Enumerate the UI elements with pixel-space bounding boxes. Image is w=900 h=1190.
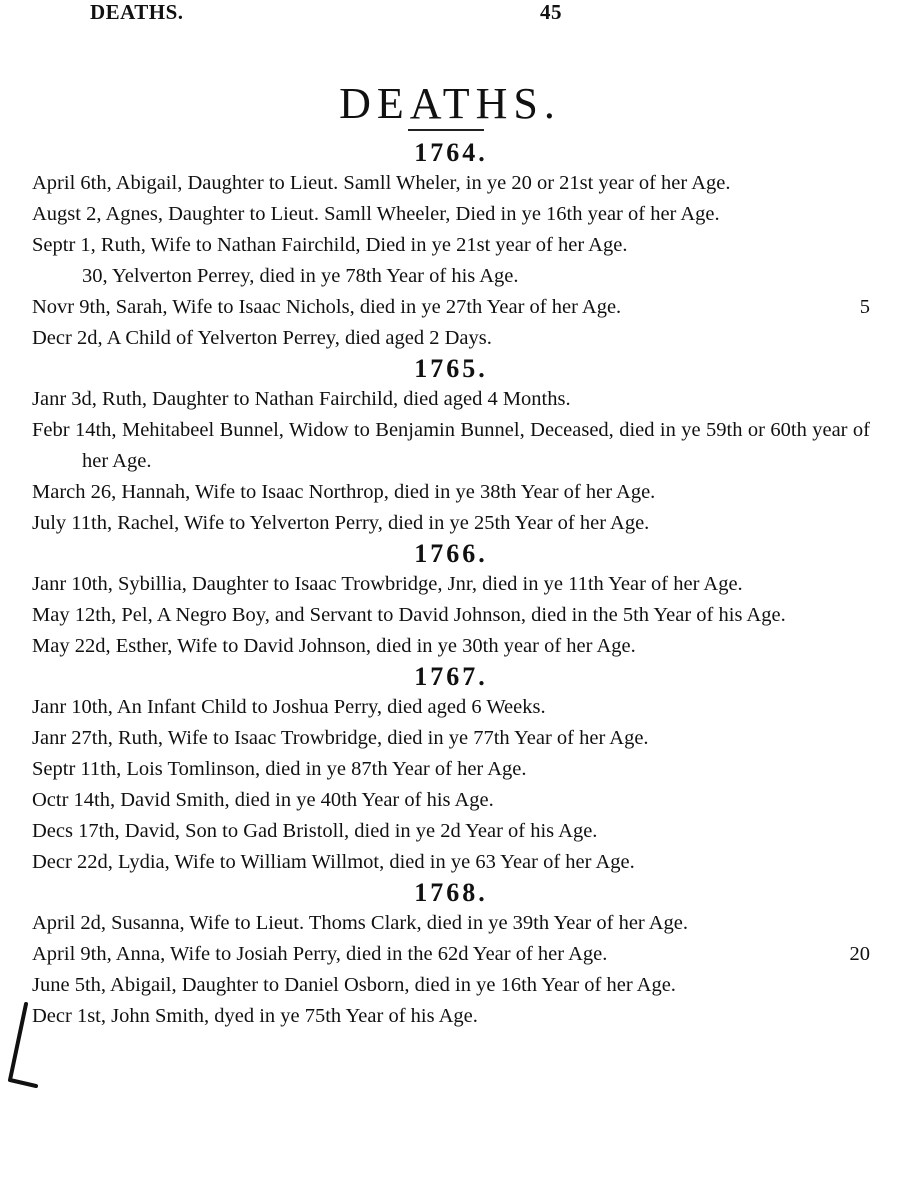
year-heading: 1764. bbox=[414, 138, 488, 167]
death-entry: Octr 14th, David Smith, died in ye 40th Year of his Age. bbox=[32, 789, 494, 811]
death-entry: April 2d, Susanna, Wife to Lieut. Thoms Clark, died in ye 39th Year of her Age. 20 bbox=[32, 908, 870, 939]
year-heading: 1766. bbox=[414, 539, 488, 568]
death-entry: Febr 14th, Mehitabeel Bunnel, Widow to Benjamin Bunnel, Deceased, died in ye 59th or 60th year of her Age. bbox=[32, 419, 870, 472]
death-entry: July 11th, Rachel, Wife to Yelverton Perry, died in ye 25th Year of her Age. bbox=[32, 512, 650, 534]
death-entry: Janr 10th, Sybillia, Daughter to Isaac Trowbridge, Jnr, died in ye 11th Year of her Age. bbox=[32, 573, 743, 595]
death-entry: May 22d, Esther, Wife to David Johnson, died in ye 30th year of her Age. bbox=[32, 635, 636, 657]
death-entry: Janr 3d, Ruth, Daughter to Nathan Fairchild, died aged 4 Months. bbox=[32, 388, 571, 410]
year-heading: 1767. bbox=[414, 662, 488, 691]
title-rule bbox=[408, 129, 484, 131]
death-entry: Decs 17th, David, Son to Gad Bristoll, died in ye 2d Year of his Age. bbox=[32, 820, 598, 842]
death-entry: Septr 1, Ruth, Wife to Nathan Fairchild, Died in ye 21st year of her Age. bbox=[32, 234, 628, 256]
death-entry: March 26, Hannah, Wife to Isaac Northrop, died in ye 38th Year of her Age. bbox=[32, 481, 656, 503]
death-entry: May 12th, Pel, A Negro Boy, and Servant to David Johnson, died in the 5th Year of his Age. bbox=[32, 604, 786, 626]
deaths-register bbox=[32, 138, 870, 1032]
death-entry: Decr 2d, A Child of Yelverton Perrey, died aged 2 Days. bbox=[32, 327, 492, 349]
page-title: DEATHS. bbox=[339, 79, 561, 128]
death-entry: Janr 27th, Ruth, Wife to Isaac Trowbridge, died in ye 77th Year of her Age. bbox=[32, 727, 649, 749]
margin-number: 5 bbox=[859, 296, 870, 318]
year-heading: 1765. bbox=[414, 354, 488, 383]
death-entry: Janr 10th, An Infant Child to Joshua Perry, died aged 6 Weeks. bbox=[32, 696, 546, 718]
death-entry: 30, Yelverton Perrey, died in ye 78th Year of his Age. bbox=[82, 265, 519, 287]
death-entry: Novr 9th, Sarah, Wife to Isaac Nichols, died in ye 27th Year of her Age. 5 bbox=[32, 292, 870, 323]
death-entry: April 9th, Anna, Wife to Josiah Perry, died in the 62d Year of her Age. bbox=[32, 943, 608, 965]
margin-number: 20 bbox=[849, 943, 870, 965]
death-entry: Decr 1st, John Smith, dyed in ye 75th Year of his Age. bbox=[32, 1005, 478, 1027]
year-heading: 1768. bbox=[414, 878, 488, 907]
running-head-title: DEATHS. bbox=[90, 0, 184, 24]
running-head bbox=[0, 0, 900, 30]
death-entry: June 5th, Abigail, Daughter to Daniel Osborn, died in ye 16th Year of her Age. bbox=[32, 974, 676, 996]
death-entry: April 6th, Abigail, Daughter to Lieut. Samll Wheler, in ye 20 or 21st year of her Age. bbox=[32, 172, 731, 194]
death-entry: Decr 22d, Lydia, Wife to William Willmot, died in ye 63 Year of her Age. bbox=[32, 851, 635, 873]
handwritten-margin-mark bbox=[2, 1000, 38, 1090]
death-entry: Augst 2, Agnes, Daughter to Lieut. Samll Wheeler, Died in ye 16th year of her Age. bbox=[32, 203, 720, 225]
death-entry: Septr 11th, Lois Tomlinson, died in ye 87th Year of her Age. bbox=[32, 758, 527, 780]
page-number: 45 bbox=[540, 0, 562, 24]
